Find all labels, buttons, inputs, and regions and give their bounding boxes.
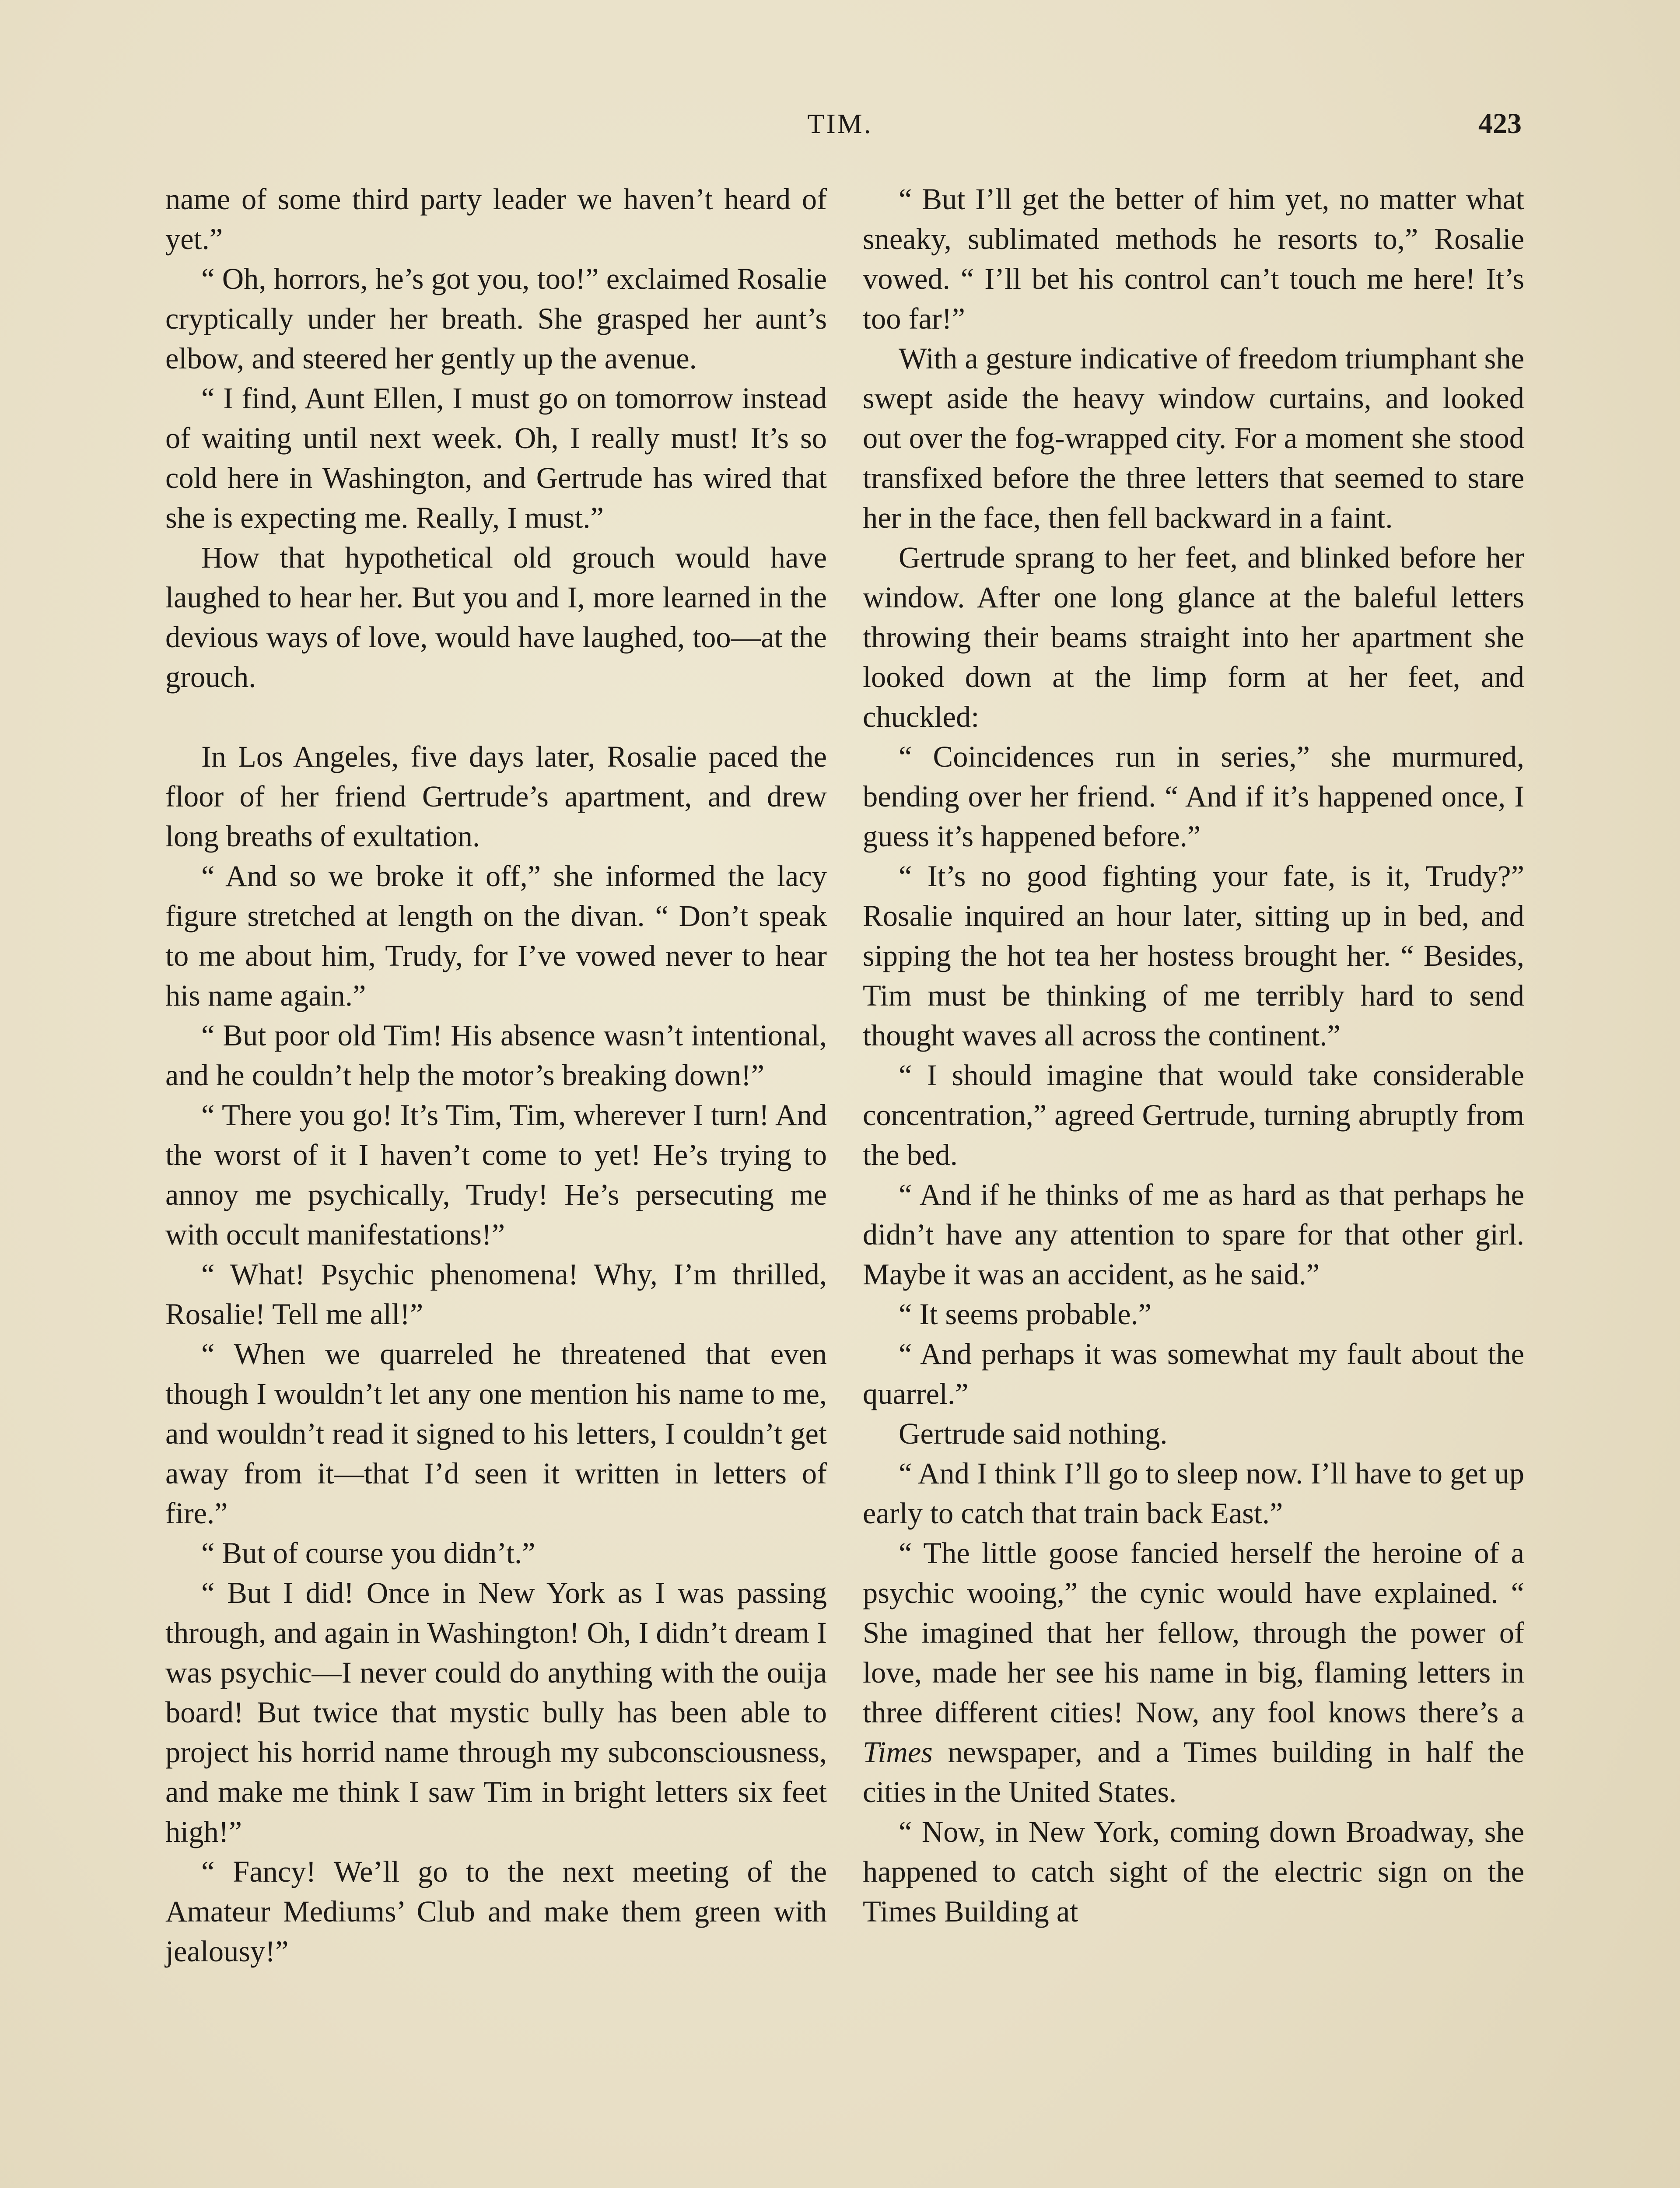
paragraph: “ It seems probable.” <box>899 1297 1152 1331</box>
text-run: “ The little goose fancied herself the heroine of a psychic wooing,” the cynic would have explained. “ She imagined that her fellow, through the power of love, made her see his name in big, flaming letters in three different cities! Now, any fool knows there’s a <box>863 1536 1524 1729</box>
paragraph <box>863 1533 1524 1812</box>
paragraph: “ I find, Aunt Ellen, I must go on tomorrow instead of waiting until next week. Oh, I really must! It’s so cold here in Washington, and Gertrude has wired that she is expecting me. Really, I must.” <box>165 382 827 534</box>
paragraph: “ But of course you didn’t.” <box>201 1536 536 1570</box>
paragraph: Gertrude sprang to her feet, and blinked before her window. After one long glance at the baleful letters throwing their beams straight into her apartment she looked down at the limp form at her feet, and chuckled: <box>863 541 1524 733</box>
paragraph: “ Fancy! We’ll go to the next meeting of the Amateur Mediums’ Club and make them green with jealousy!” <box>165 1855 827 1968</box>
paragraph: name of some third party leader we haven’t heard of yet.” <box>165 182 827 256</box>
paragraph: “ And perhaps it was somewhat my fault about the quarrel.” <box>863 1337 1524 1410</box>
paragraph: “ And if he thinks of me as hard as that perhaps he didn’t have any attention to spare for that other girl. Maybe it was an accident, as he said.” <box>863 1178 1524 1291</box>
text-run: newspaper, and a Times building in half the cities in the United States. <box>863 1736 1524 1809</box>
italic-newspaper-name: Times <box>863 1736 933 1769</box>
paragraph: “ And I think I’ll go to sleep now. I’ll have to get up early to catch that train back East.” <box>863 1457 1524 1530</box>
paragraph: “ And so we broke it off,” she informed the lacy figure stretched at length on the divan. “ Don’t speak to me about him, Trudy, for I’ve vowed never to hear his name again.” <box>165 859 827 1012</box>
paragraph: “ I should imagine that would take considerable concentration,” agreed Gertrude, turning abruptly from the bed. <box>863 1059 1524 1171</box>
paragraph: “ But I did! Once in New York as I was passing through, and again in Washington! Oh, I didn’t dream I was psychic—I never could do anything with the ouija board! But twice that mystic bully has been able to project his horrid name through my subconsciousness, and make me think I saw Tim in bright letters six feet high!” <box>165 1576 827 1848</box>
paragraph: “ There you go! It’s Tim, Tim, wherever I turn! And the worst of it I haven’t come to yet! He’s trying to annoy me psychically, Trudy! He’s persecuting me with occult manifestations!” <box>165 1098 827 1251</box>
paragraph: “ Coincidences run in series,” she murmured, bending over her friend. “ And if it’s happened once, I guess it’s happened before.” <box>863 740 1524 853</box>
right-column <box>863 179 1524 1932</box>
paragraph: “ Now, in New York, coming down Broadway, she happened to catch sight of the electric sign on the Times Building at <box>863 1815 1524 1928</box>
paragraph: “ What! Psychic phenomena! Why, I’m thrilled, Rosalie! Tell me all!” <box>165 1258 827 1331</box>
paragraph: “ Oh, horrors, he’s got you, too!” exclaimed Rosalie cryptically under her breath. She grasped her aunt’s elbow, and steered her gently up the avenue. <box>165 262 827 375</box>
paragraph: In Los Angeles, five days later, Rosalie paced the floor of her friend Gertrude’s apartment, and drew long breaths of exultation. <box>165 740 827 853</box>
running-title: TIM. <box>807 108 873 139</box>
paragraph: “ But poor old Tim! His absence wasn’t intentional, and he couldn’t help the motor’s breaking down!” <box>165 1019 827 1092</box>
paragraph: “ It’s no good fighting your fate, is it, Trudy?” Rosalie inquired an hour later, sitting up in bed, and sipping the hot tea her hostess brought her. “ Besides, Tim must be thinking of me terribly hard to send thought waves all across the continent.” <box>863 859 1524 1052</box>
running-head <box>0 104 1680 144</box>
paragraph: “ When we quarreled he threatened that even though I wouldn’t let any one mention his name to me, and wouldn’t read it signed to his letters, I couldn’t get away from it—that I’d seen it written in letters of fire.” <box>165 1337 827 1530</box>
paragraph: Gertrude said nothing. <box>899 1417 1168 1450</box>
page-number: 423 <box>1478 108 1522 140</box>
paragraph: With a gesture indicative of freedom triumphant she swept aside the heavy window curtains, and looked out over the fog-wrapped city. For a moment she stood transfixed before the three letters that seemed to stare her in the face, then fell backward in a faint. <box>863 342 1524 534</box>
paragraph: “ But I’ll get the better of him yet, no matter what sneaky, sublimated methods he resorts to,” Rosalie vowed. “ I’ll bet his control can’t touch me here! It’s too far!” <box>863 182 1524 335</box>
paragraph: How that hypothetical old grouch would have laughed to hear her. But you and I, more learned in the devious ways of love, would have laughed, too—at the grouch. <box>165 541 827 694</box>
left-column <box>165 179 827 1971</box>
